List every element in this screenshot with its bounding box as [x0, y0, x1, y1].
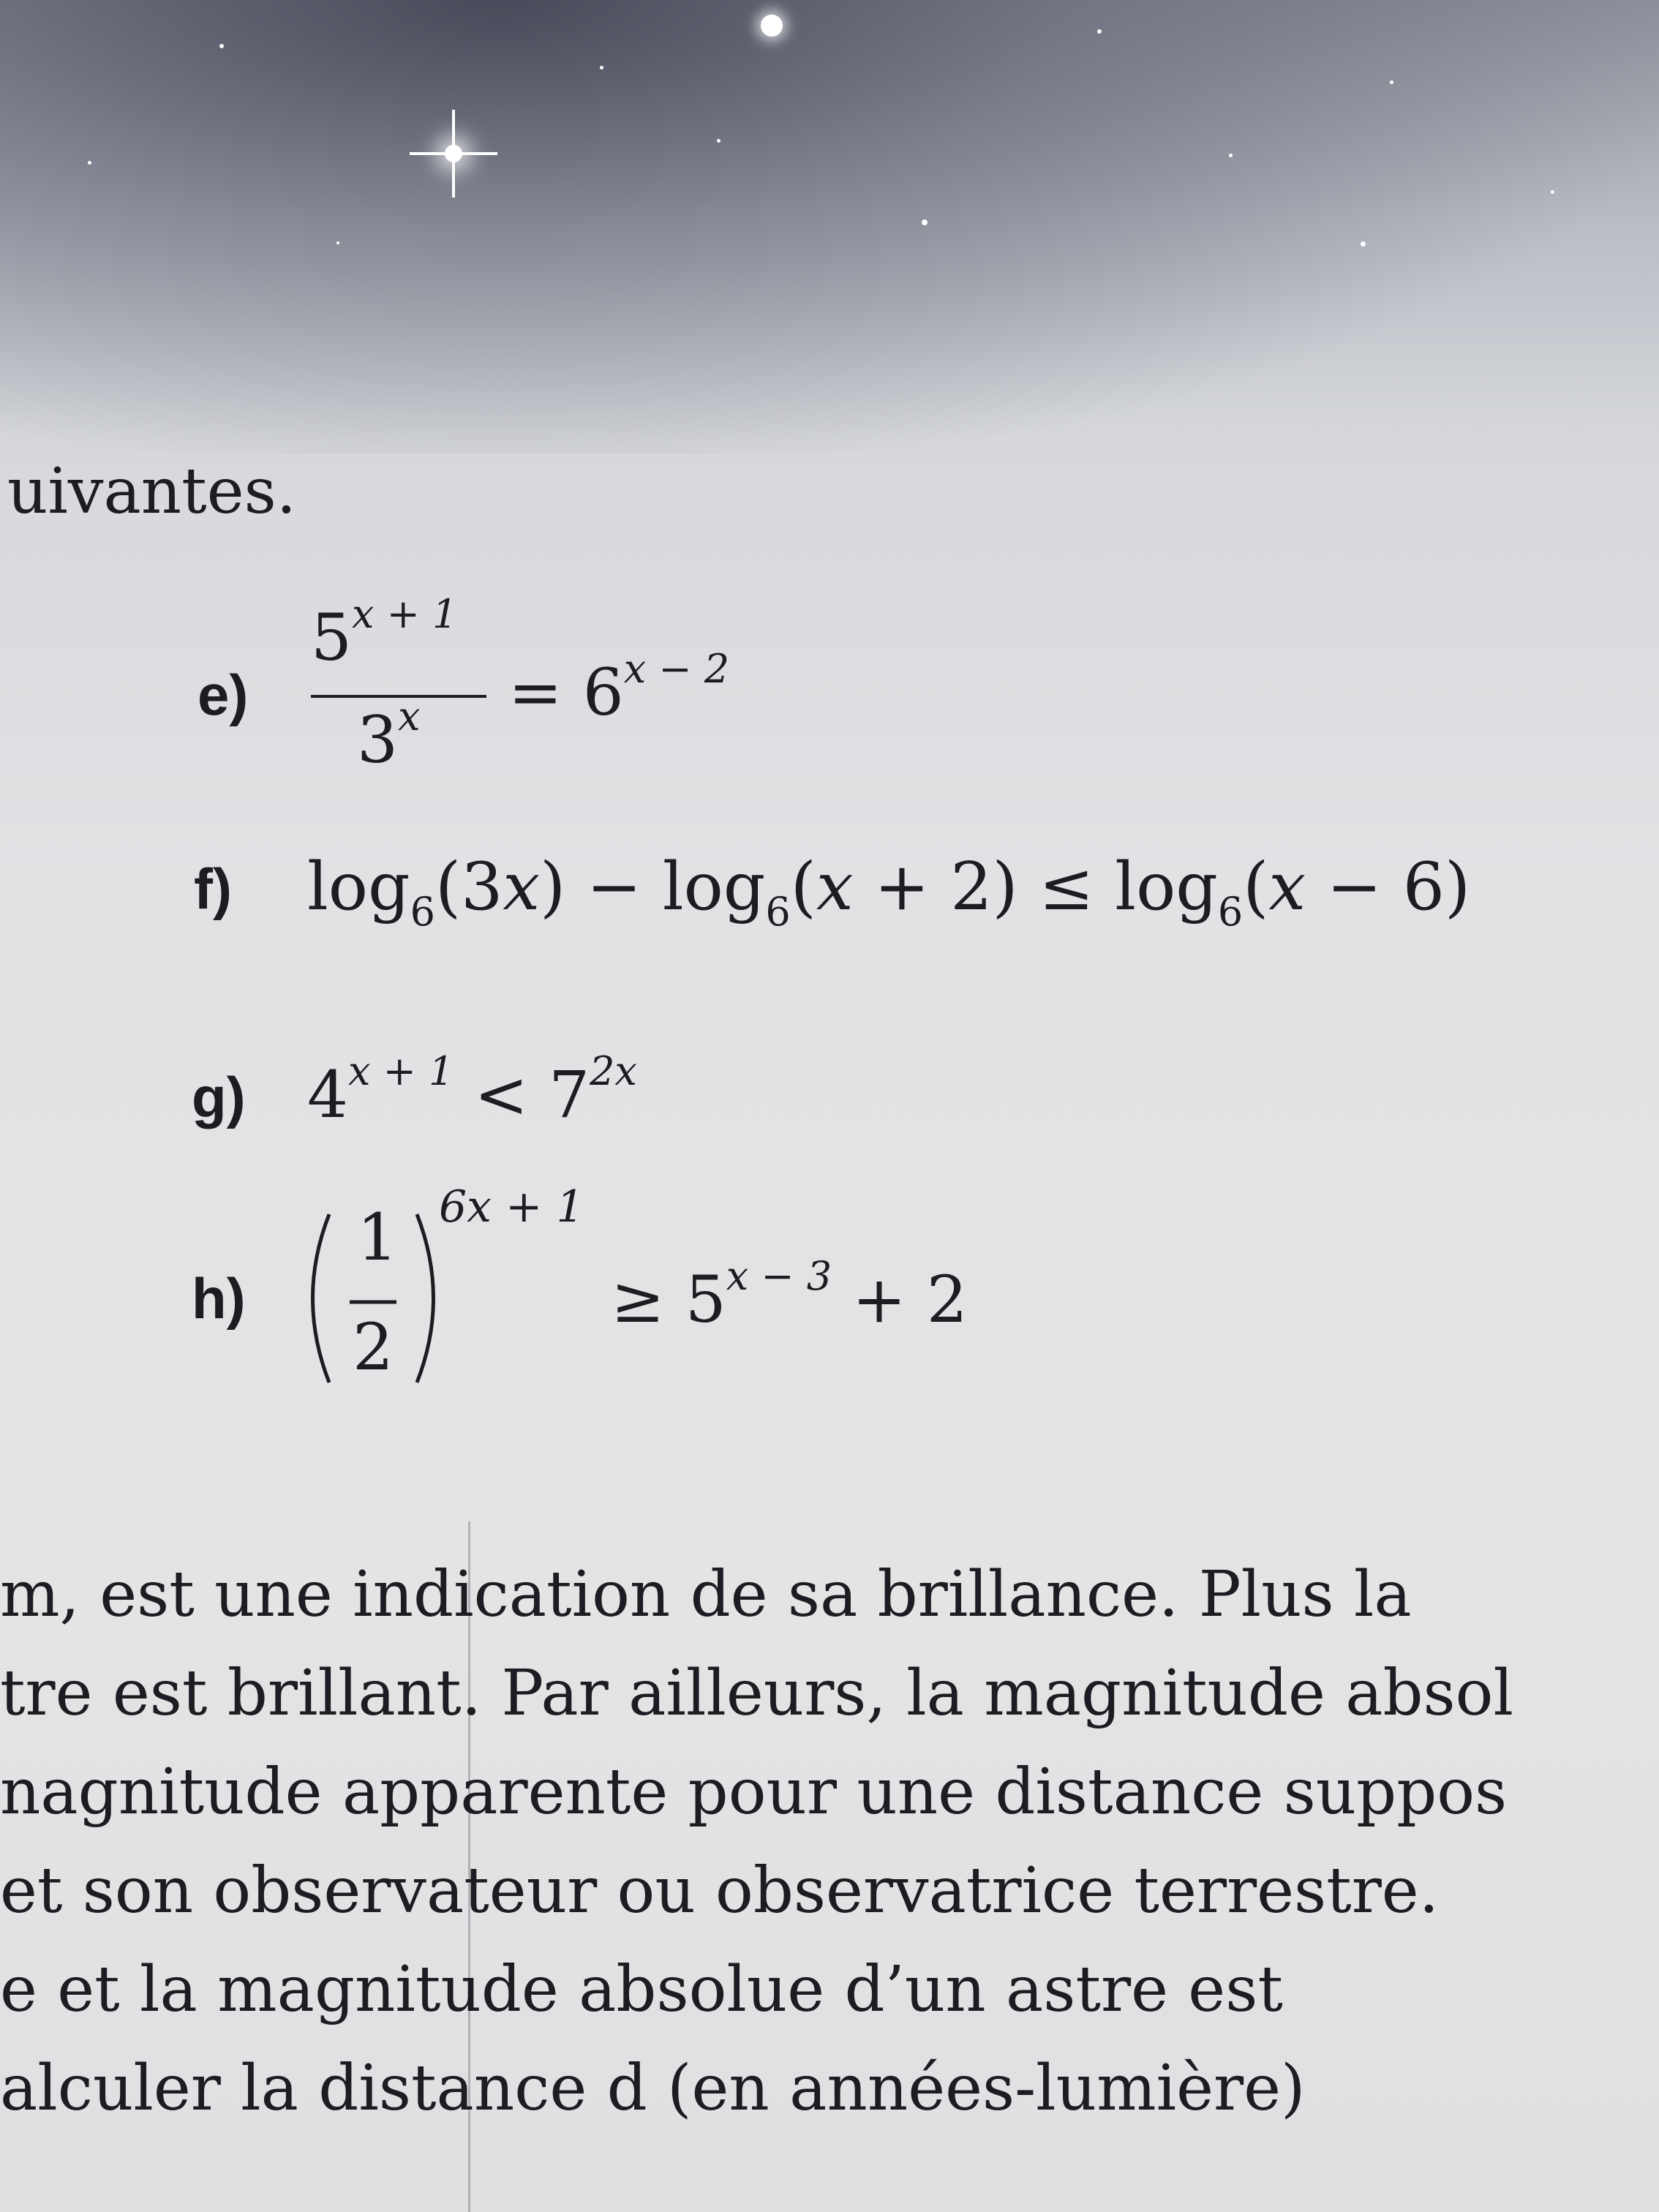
paragraph-line: et son observateur ou observatrice terrestre. — [0, 1854, 1440, 1927]
log-inequality: $\log_6(3x) - \log_6(x + 2) \le \log_6(x - 6)$ — [307, 849, 1471, 935]
star-icon — [336, 241, 339, 244]
paragraph-line: tre est brillant. Par ailleurs, la magnitude absol — [0, 1657, 1513, 1730]
fraction-numerator: 1 — [357, 1200, 398, 1275]
fraction-denominator: 2 — [353, 1309, 394, 1385]
star-icon — [1390, 80, 1393, 84]
parenthesis-exponent: 6x + 1 — [439, 1181, 584, 1233]
paragraph-line: m, est une indication de sa brillance. Plus la — [0, 1558, 1412, 1631]
fraction-numerator: $5^{x + 1}$ — [311, 591, 458, 675]
star-icon — [1229, 154, 1233, 157]
inequality-rhs: ≥ $5^{x - 3} + 2$ — [611, 1253, 968, 1337]
star-icon — [761, 15, 783, 37]
exercise-label: g) — [192, 1065, 246, 1129]
star-icon — [1551, 190, 1554, 194]
fraction-denominator: 3$^x$ — [357, 693, 421, 778]
exercise-label: h) — [192, 1266, 246, 1331]
equation-rhs: = $6^{x - 2}$ — [508, 646, 730, 730]
star-icon — [922, 219, 928, 225]
star-icon — [219, 44, 224, 48]
starfield-background — [0, 0, 1659, 454]
paragraph-line: nagnitude apparente pour une distance suppos — [0, 1756, 1508, 1829]
star-icon — [1097, 29, 1102, 34]
star-icon — [600, 66, 603, 69]
star-icon — [717, 139, 721, 143]
exercise-label: f) — [194, 857, 232, 921]
star-icon — [1361, 241, 1366, 247]
paragraph-line: e et la magnitude absolue d’un astre est — [0, 1953, 1283, 2026]
bright-star-icon — [410, 110, 497, 198]
paragraph-line: alculer la distance d (en années-lumière) — [0, 2052, 1306, 2125]
exercise-label: e) — [198, 663, 249, 727]
intro-fragment: uivantes. — [7, 455, 297, 528]
star-icon — [88, 161, 91, 165]
exponential-inequality: $4^{x + 1} < 7^{2x}$ — [307, 1048, 637, 1132]
